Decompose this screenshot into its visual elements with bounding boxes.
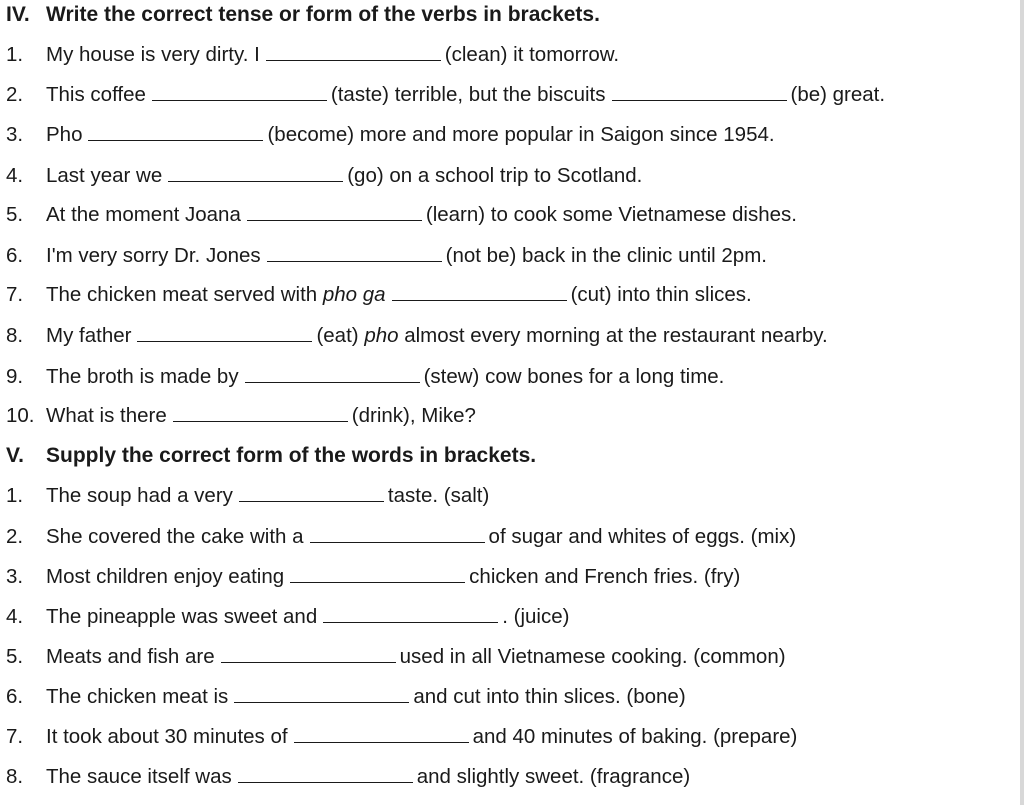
item-number: 5. bbox=[6, 203, 24, 226]
answer-blank[interactable] bbox=[152, 82, 327, 101]
item-number: 6. bbox=[6, 685, 24, 708]
item-text: (be) great. bbox=[790, 83, 886, 106]
exercise-item bbox=[6, 604, 569, 629]
exercise-item bbox=[6, 243, 767, 268]
answer-blank[interactable] bbox=[137, 323, 312, 342]
answer-blank[interactable] bbox=[267, 243, 442, 262]
item-text: Most children enjoy eating bbox=[46, 565, 285, 588]
section-title: Supply the correct form of the words in brackets. bbox=[46, 444, 537, 467]
exercise-item bbox=[6, 684, 686, 709]
item-text: almost every morning at the restaurant nearby. bbox=[398, 324, 828, 347]
exercise-item bbox=[6, 163, 642, 188]
item-text: The broth is made by bbox=[46, 365, 239, 388]
answer-blank[interactable] bbox=[238, 764, 413, 783]
item-text: (stew) cow bones for a long time. bbox=[423, 365, 725, 388]
item-number: 1. bbox=[6, 43, 24, 66]
item-number: 4. bbox=[6, 164, 24, 187]
exercise-item bbox=[6, 122, 775, 147]
item-number: 10. bbox=[6, 404, 35, 427]
item-text: chicken and French fries. (fry) bbox=[469, 565, 741, 588]
item-number: 3. bbox=[6, 565, 24, 588]
item-text: Meats and fish are bbox=[46, 645, 215, 668]
item-number: 9. bbox=[6, 365, 24, 388]
item-text: (clean) it tomorrow. bbox=[444, 43, 620, 66]
exercise-item bbox=[6, 403, 476, 428]
item-text: The soup had a very bbox=[46, 484, 233, 507]
item-text: My house is very dirty. I bbox=[46, 43, 260, 66]
item-text: The chicken meat is bbox=[46, 685, 229, 708]
item-text: She covered the cake with a bbox=[46, 525, 304, 548]
section-title: Write the correct tense or form of the verbs in brackets. bbox=[46, 3, 600, 26]
exercise-item bbox=[6, 364, 724, 389]
page-edge bbox=[1020, 0, 1024, 805]
item-text: I'm very sorry Dr. Jones bbox=[46, 244, 261, 267]
section-number: IV. bbox=[6, 3, 30, 26]
answer-blank[interactable] bbox=[392, 282, 567, 301]
answer-blank[interactable] bbox=[234, 684, 409, 703]
exercise-item bbox=[6, 764, 690, 789]
item-text: The sauce itself was bbox=[46, 765, 232, 788]
italic-term: pho ga bbox=[322, 283, 386, 306]
item-text: Last year we bbox=[46, 164, 163, 187]
item-number: 7. bbox=[6, 283, 24, 306]
answer-blank[interactable] bbox=[245, 364, 420, 383]
item-text: (eat) bbox=[316, 324, 365, 347]
item-text: What is there bbox=[46, 404, 167, 427]
section-heading bbox=[6, 3, 600, 27]
item-text: (taste) terrible, but the biscuits bbox=[330, 83, 606, 106]
answer-blank[interactable] bbox=[168, 163, 343, 182]
item-text: of sugar and whites of eggs. (mix) bbox=[488, 525, 797, 548]
item-text: (go) on a school trip to Scotland. bbox=[347, 164, 643, 187]
item-text: and 40 minutes of baking. (prepare) bbox=[472, 725, 798, 748]
item-text: . (juice) bbox=[502, 605, 570, 628]
exercise-item bbox=[6, 42, 619, 67]
section-number: V. bbox=[6, 444, 24, 467]
item-text: (cut) into thin slices. bbox=[570, 283, 752, 306]
item-text: taste. (salt) bbox=[387, 484, 490, 507]
item-number: 5. bbox=[6, 645, 24, 668]
answer-blank[interactable] bbox=[173, 403, 348, 422]
item-text: (become) more and more popular in Saigon since 1954. bbox=[267, 123, 775, 146]
item-text: My father bbox=[46, 324, 132, 347]
item-text: (not be) back in the clinic until 2pm. bbox=[445, 244, 767, 267]
answer-blank[interactable] bbox=[247, 202, 422, 221]
item-text: and slightly sweet. (fragrance) bbox=[416, 765, 691, 788]
item-number: 2. bbox=[6, 83, 24, 106]
item-number: 6. bbox=[6, 244, 24, 267]
item-number: 7. bbox=[6, 725, 24, 748]
answer-blank[interactable] bbox=[310, 524, 485, 543]
item-text: The chicken meat served with bbox=[46, 283, 323, 306]
item-text: The pineapple was sweet and bbox=[46, 605, 318, 628]
exercise-item bbox=[6, 564, 740, 589]
answer-blank[interactable] bbox=[221, 644, 396, 663]
answer-blank[interactable] bbox=[294, 724, 469, 743]
exercise-item bbox=[6, 82, 885, 107]
exercise-item bbox=[6, 483, 489, 508]
item-number: 2. bbox=[6, 525, 24, 548]
exercise-item bbox=[6, 282, 752, 307]
item-text: used in all Vietnamese cooking. (common) bbox=[399, 645, 786, 668]
exercise-item bbox=[6, 644, 786, 669]
item-number: 4. bbox=[6, 605, 24, 628]
answer-blank[interactable] bbox=[88, 122, 263, 141]
item-number: 8. bbox=[6, 765, 24, 788]
exercise-item bbox=[6, 202, 797, 227]
item-number: 1. bbox=[6, 484, 24, 507]
exercise-item bbox=[6, 524, 796, 549]
item-text: and cut into thin slices. (bone) bbox=[413, 685, 686, 708]
item-number: 3. bbox=[6, 123, 24, 146]
answer-blank[interactable] bbox=[266, 42, 441, 61]
item-number: 8. bbox=[6, 324, 24, 347]
answer-blank[interactable] bbox=[290, 564, 465, 583]
item-text: This coffee bbox=[46, 83, 146, 106]
answer-blank[interactable] bbox=[323, 604, 498, 623]
exercise-item bbox=[6, 323, 828, 348]
section-heading bbox=[6, 444, 536, 468]
answer-blank[interactable] bbox=[612, 82, 787, 101]
exercise-item bbox=[6, 724, 797, 749]
item-text: (learn) to cook some Vietnamese dishes. bbox=[425, 203, 797, 226]
item-text: (drink), Mike? bbox=[351, 404, 476, 427]
item-text: At the moment Joana bbox=[46, 203, 241, 226]
item-text: Pho bbox=[46, 123, 83, 146]
italic-term: pho bbox=[364, 324, 399, 347]
item-text: It took about 30 minutes of bbox=[46, 725, 288, 748]
answer-blank[interactable] bbox=[239, 483, 384, 502]
